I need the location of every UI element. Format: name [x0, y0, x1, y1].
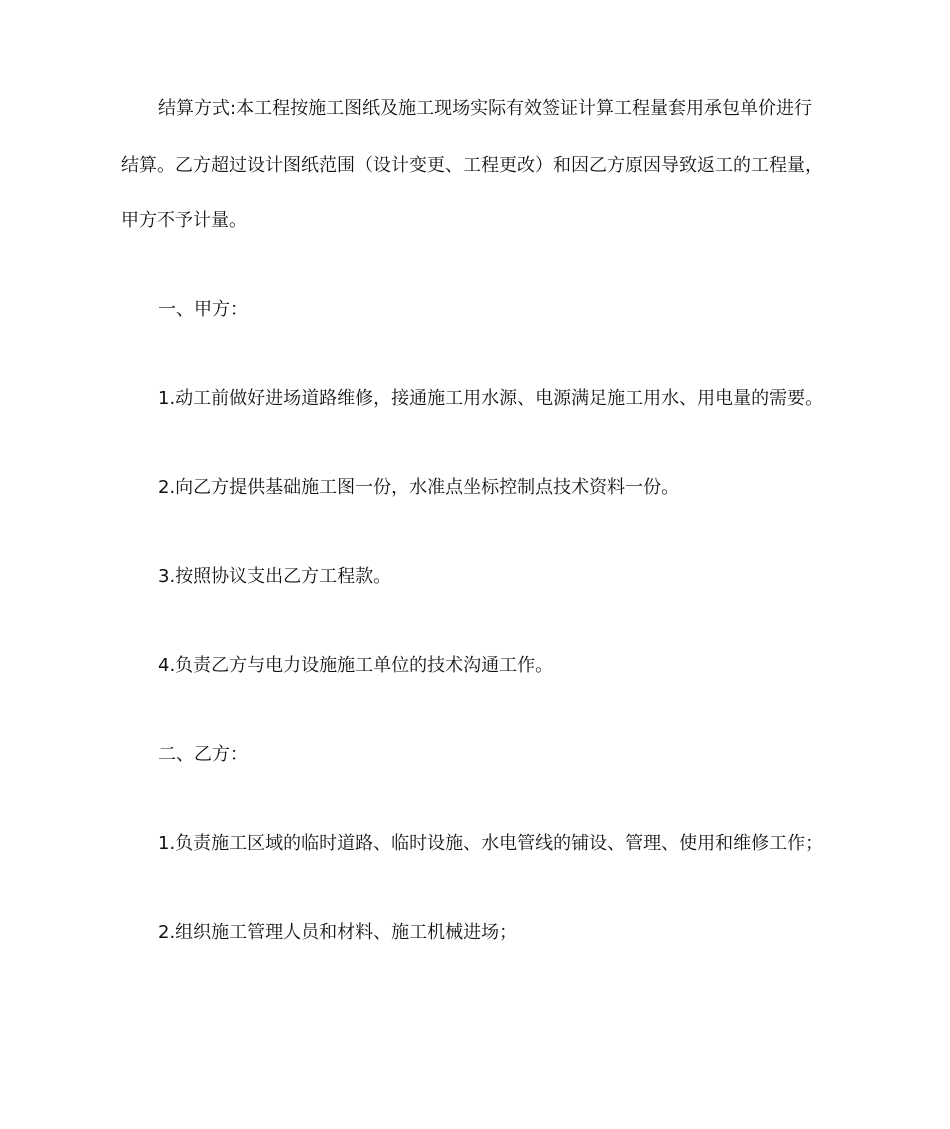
settlement-paragraph-line-3: 甲方不予计量。: [121, 210, 247, 231]
party-b-item-2: 2.组织施工管理人员和材料、施工机械进场；: [158, 922, 518, 943]
settlement-paragraph-line-1: 结算方式:本工程按施工图纸及施工现场实际有效签证计算工程量套用承包单价进行: [158, 98, 813, 119]
party-a-heading: 一、甲方：: [158, 299, 248, 320]
party-b-item-1: 1.负责施工区域的临时道路、临时设施、水电管线的铺设、管理、使用和维修工作；: [158, 833, 824, 854]
party-a-item-2: 2.向乙方提供基础施工图一份，水准点坐标控制点技术资料一份。: [158, 477, 680, 498]
party-a-item-4: 4.负责乙方与电力设施施工单位的技术沟通工作。: [158, 655, 554, 676]
settlement-paragraph-line-2: 结算。乙方超过设计图纸范围（设计变更、工程更改）和因乙方原因导致返工的工程量，: [121, 155, 823, 176]
party-a-item-3: 3.按照协议支出乙方工程款。: [158, 566, 392, 587]
party-b-heading: 二、乙方：: [158, 744, 248, 765]
party-a-item-1: 1.动工前做好进场道路维修，接通施工用水源、电源满足施工用水、用电量的需要。: [158, 388, 824, 409]
